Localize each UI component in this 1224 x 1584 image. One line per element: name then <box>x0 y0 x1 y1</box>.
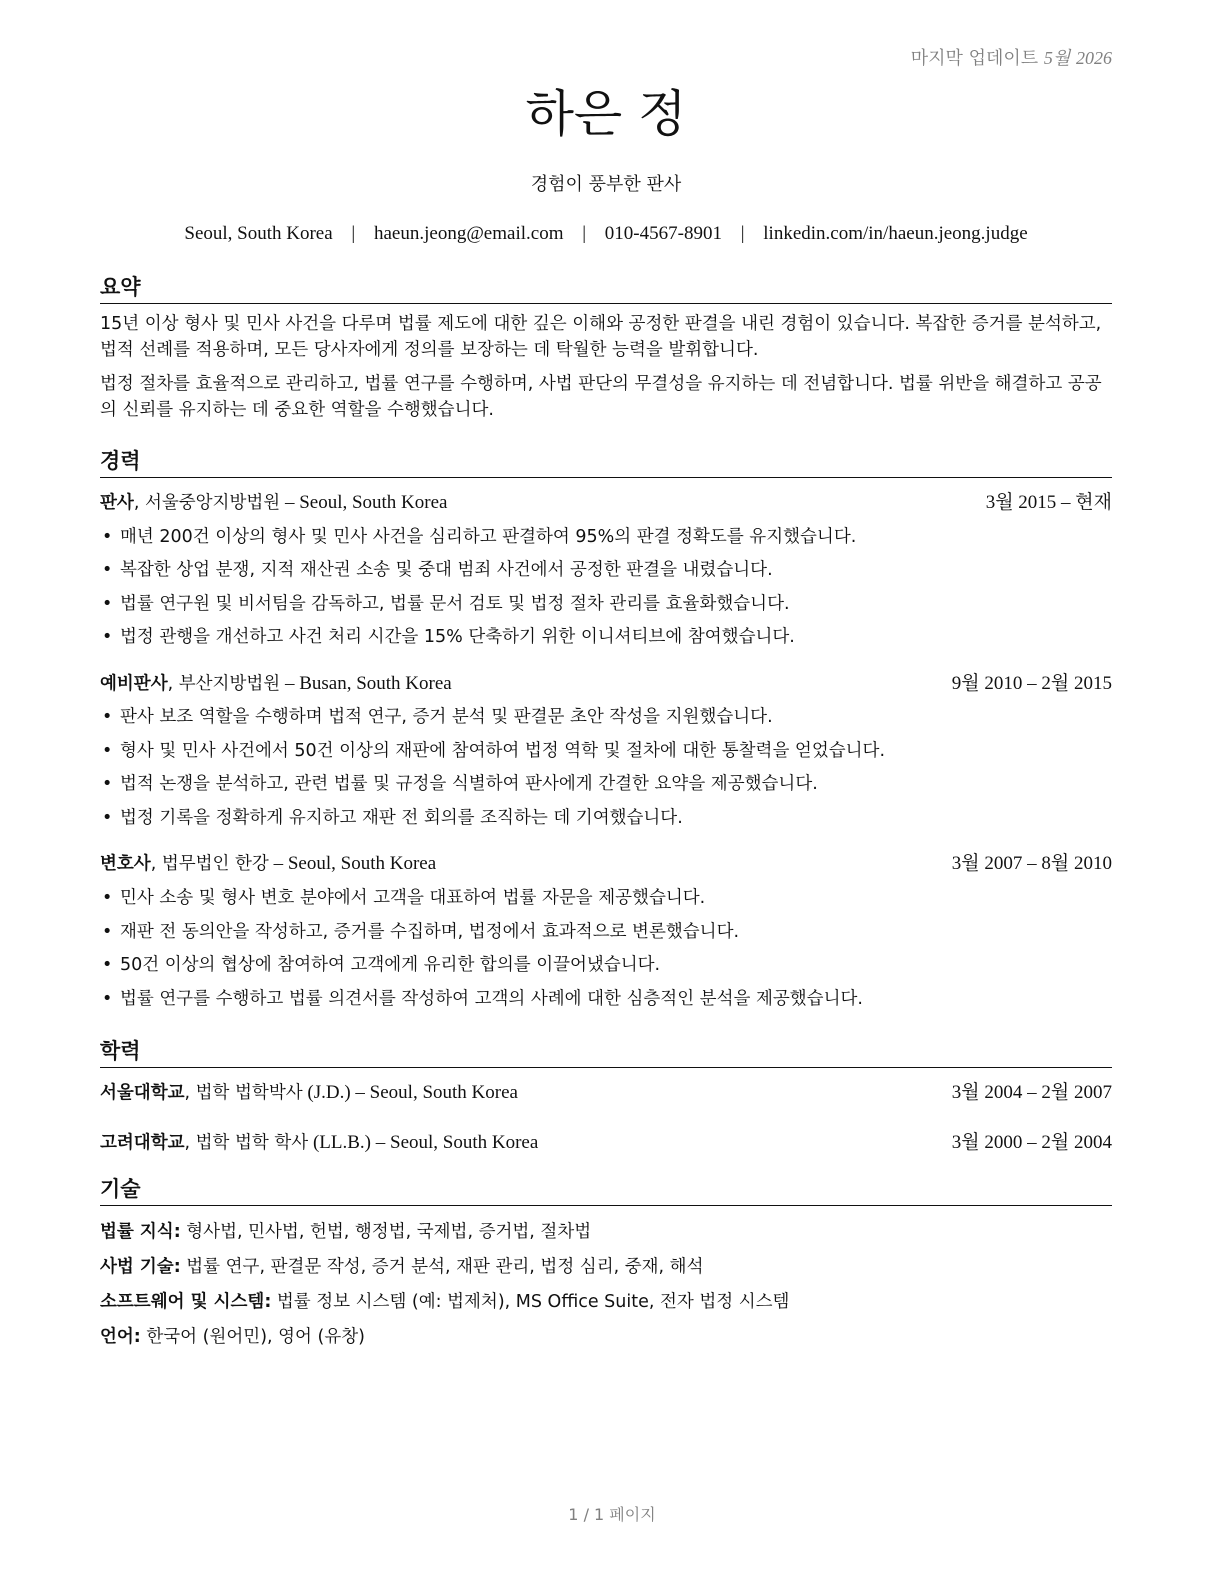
section-title-skills: 기술 <box>100 1176 1112 1206</box>
contact-separator: | <box>351 223 356 244</box>
contact-email[interactable]: haeun.jeong@email.com <box>373 223 564 244</box>
education-section <box>100 1038 1112 1156</box>
skill-label: 법률 지식: <box>100 1222 181 1243</box>
skill-row <box>100 1285 1112 1320</box>
job-bullet: • 50건 이상의 협상에 참여하여 고객에게 유리한 합의를 이끌어냈습니다. <box>100 949 1112 983</box>
education-entry <box>100 1130 1112 1157</box>
degree-detail: (J.D.) – Seoul, South Korea <box>302 1082 518 1104</box>
skill-value: 형사법, 민사법, 헌법, 행정법, 국제법, 증거법, 절차법 <box>180 1222 592 1243</box>
section-title-experience: 경력 <box>100 448 1112 478</box>
summary-paragraph: 15년 이상 형사 및 민사 사건을 다루며 법률 제도에 대한 깊은 이해와 공정한 판결을 내린 경험이 있습니다. 복잡한 증거를 분석하고, 법적 선례를 적용하며, 모든 당사자에게 정의를 보장하는 데 탁월한 능력을 발휘합니다. <box>100 314 1102 361</box>
contact-phone: 010-4567-8901 <box>604 223 722 244</box>
education-dates: 3월 2004 – 2월 2007 <box>951 1082 1112 1104</box>
job-bullets <box>100 521 1112 655</box>
contact-separator: | <box>740 223 745 244</box>
job-dates: 9월 2010 – 2월 2015 <box>951 672 1112 694</box>
skill-value: 법률 연구, 판결문 작성, 증거 분석, 재판 관리, 법정 심리, 중재, 해석 <box>180 1257 704 1278</box>
section-title-summary: 요약 <box>100 274 1112 304</box>
last-updated-month: 5월 <box>1043 48 1071 68</box>
summary-section <box>100 274 1112 424</box>
skills-section <box>100 1176 1112 1355</box>
job-role: 변호사 <box>100 854 151 875</box>
job-dates: 3월 2007 – 8월 2010 <box>951 853 1112 875</box>
job-location: – Busan, South Korea <box>280 672 452 694</box>
job-org: , 법무법인 한강 <box>150 854 269 875</box>
person-name: 하은 정 <box>525 85 687 143</box>
skill-value: 법률 정보 시스템 (예: 법제처), MS Office Suite, 전자 법정 시스템 <box>271 1292 790 1313</box>
job-bullet: • 법정 기록을 정확하게 유지하고 재판 전 회의를 조직하는 데 기여했습니다. <box>100 802 1112 836</box>
contact-linkedin[interactable]: linkedin.com/in/haeun.jeong.judge <box>763 223 1028 244</box>
skill-row <box>100 1320 1112 1355</box>
job-bullet: • 복잡한 상업 분쟁, 지적 재산권 소송 및 중대 범죄 사건에서 공정한 판결을 내렸습니다. <box>100 554 1112 588</box>
job-bullet: • 판사 보조 역할을 수행하며 법적 연구, 증거 분석 및 판결문 초안 작성을 지원했습니다. <box>100 701 1112 735</box>
contact-separator: | <box>582 223 587 244</box>
summary-paragraph: 법정 절차를 효율적으로 관리하고, 법률 연구를 수행하며, 사법 판단의 무결성을 유지하는 데 전념합니다. 법률 위반을 해결하고 공공의 신뢰를 유지하는 데 중요한 역할을 수행했습니다. <box>100 374 1102 420</box>
job-org: , 서울중앙지방법원 <box>133 493 281 514</box>
page-indicator: 1 / 1 페이지 <box>568 1505 656 1524</box>
job-header <box>100 490 1112 517</box>
job-bullet: • 법적 논쟁을 분석하고, 관련 법률 및 규정을 식별하여 판사에게 간결한 요약을 제공했습니다. <box>100 768 1112 802</box>
job-entry <box>100 671 1112 836</box>
education-dates: 3월 2000 – 2월 2004 <box>951 1131 1112 1153</box>
skill-value: 한국어 (원어민), 영어 (유창) <box>140 1327 365 1348</box>
skill-label: 사법 기술: <box>100 1257 181 1278</box>
skill-label: 언어: <box>100 1327 141 1348</box>
job-entry <box>100 851 1112 1016</box>
job-bullet: • 매년 200건 이상의 형사 및 민사 사건을 심리하고 판결하여 95%의 판결 정확도를 유지했습니다. <box>100 521 1112 555</box>
job-location: – Seoul, South Korea <box>280 492 448 514</box>
job-bullet: • 법정 관행을 개선하고 사건 처리 시간을 15% 단축하기 위한 이니셔티브에 참여했습니다. <box>100 621 1112 655</box>
job-bullet: • 형사 및 민사 사건에서 50건 이상의 재판에 참여하여 법정 역학 및 절차에 대한 통찰력을 얻었습니다. <box>100 735 1112 769</box>
education-entry <box>100 1080 1112 1107</box>
job-entry <box>100 490 1112 655</box>
job-bullets <box>100 882 1112 1016</box>
last-updated-year: 2026 <box>1076 48 1112 68</box>
degree-name: , 법학 법학 학사 <box>184 1132 309 1153</box>
job-org: , 부산지방법원 <box>167 673 281 694</box>
job-header <box>100 851 1112 878</box>
job-bullets <box>100 701 1112 835</box>
skill-row <box>100 1250 1112 1285</box>
skill-label: 소프트웨어 및 시스템: <box>100 1292 272 1313</box>
job-role: 예비판사 <box>100 673 168 694</box>
job-bullet: • 법률 연구원 및 비서팀을 감독하고, 법률 문서 검토 및 법정 절차 관리를 효율화했습니다. <box>100 588 1112 622</box>
section-title-education: 학력 <box>100 1038 1112 1068</box>
job-bullet: • 법률 연구를 수행하고 법률 의견서를 작성하여 고객의 사례에 대한 심층적인 분석을 제공했습니다. <box>100 983 1112 1017</box>
last-updated <box>911 44 1112 70</box>
last-updated-label: 마지막 업데이트 <box>910 48 1039 69</box>
skills-list <box>100 1215 1112 1355</box>
job-location: – Seoul, South Korea <box>268 853 437 875</box>
skill-row <box>100 1215 1112 1250</box>
job-tagline: 경험이 풍부한 판사 <box>530 174 682 195</box>
contact-line <box>100 223 1112 245</box>
degree-name: , 법학 법학박사 <box>184 1083 303 1104</box>
job-header <box>100 671 1112 698</box>
job-dates: 3월 2015 – 현재 <box>985 492 1112 514</box>
contact-location: Seoul, South Korea <box>184 223 333 244</box>
job-bullet: • 민사 소송 및 형사 변호 분야에서 고객을 대표하여 법률 자문을 제공했습니다. <box>100 882 1112 916</box>
degree-detail: (LL.B.) – Seoul, South Korea <box>308 1131 539 1153</box>
experience-section <box>100 448 1112 1016</box>
school-name: 고려대학교 <box>100 1132 185 1153</box>
job-bullet: • 재판 전 동의안을 작성하고, 증거를 수집하며, 법정에서 효과적으로 변론했습니다. <box>100 916 1112 950</box>
school-name: 서울대학교 <box>100 1083 185 1104</box>
job-role: 판사 <box>100 493 134 514</box>
